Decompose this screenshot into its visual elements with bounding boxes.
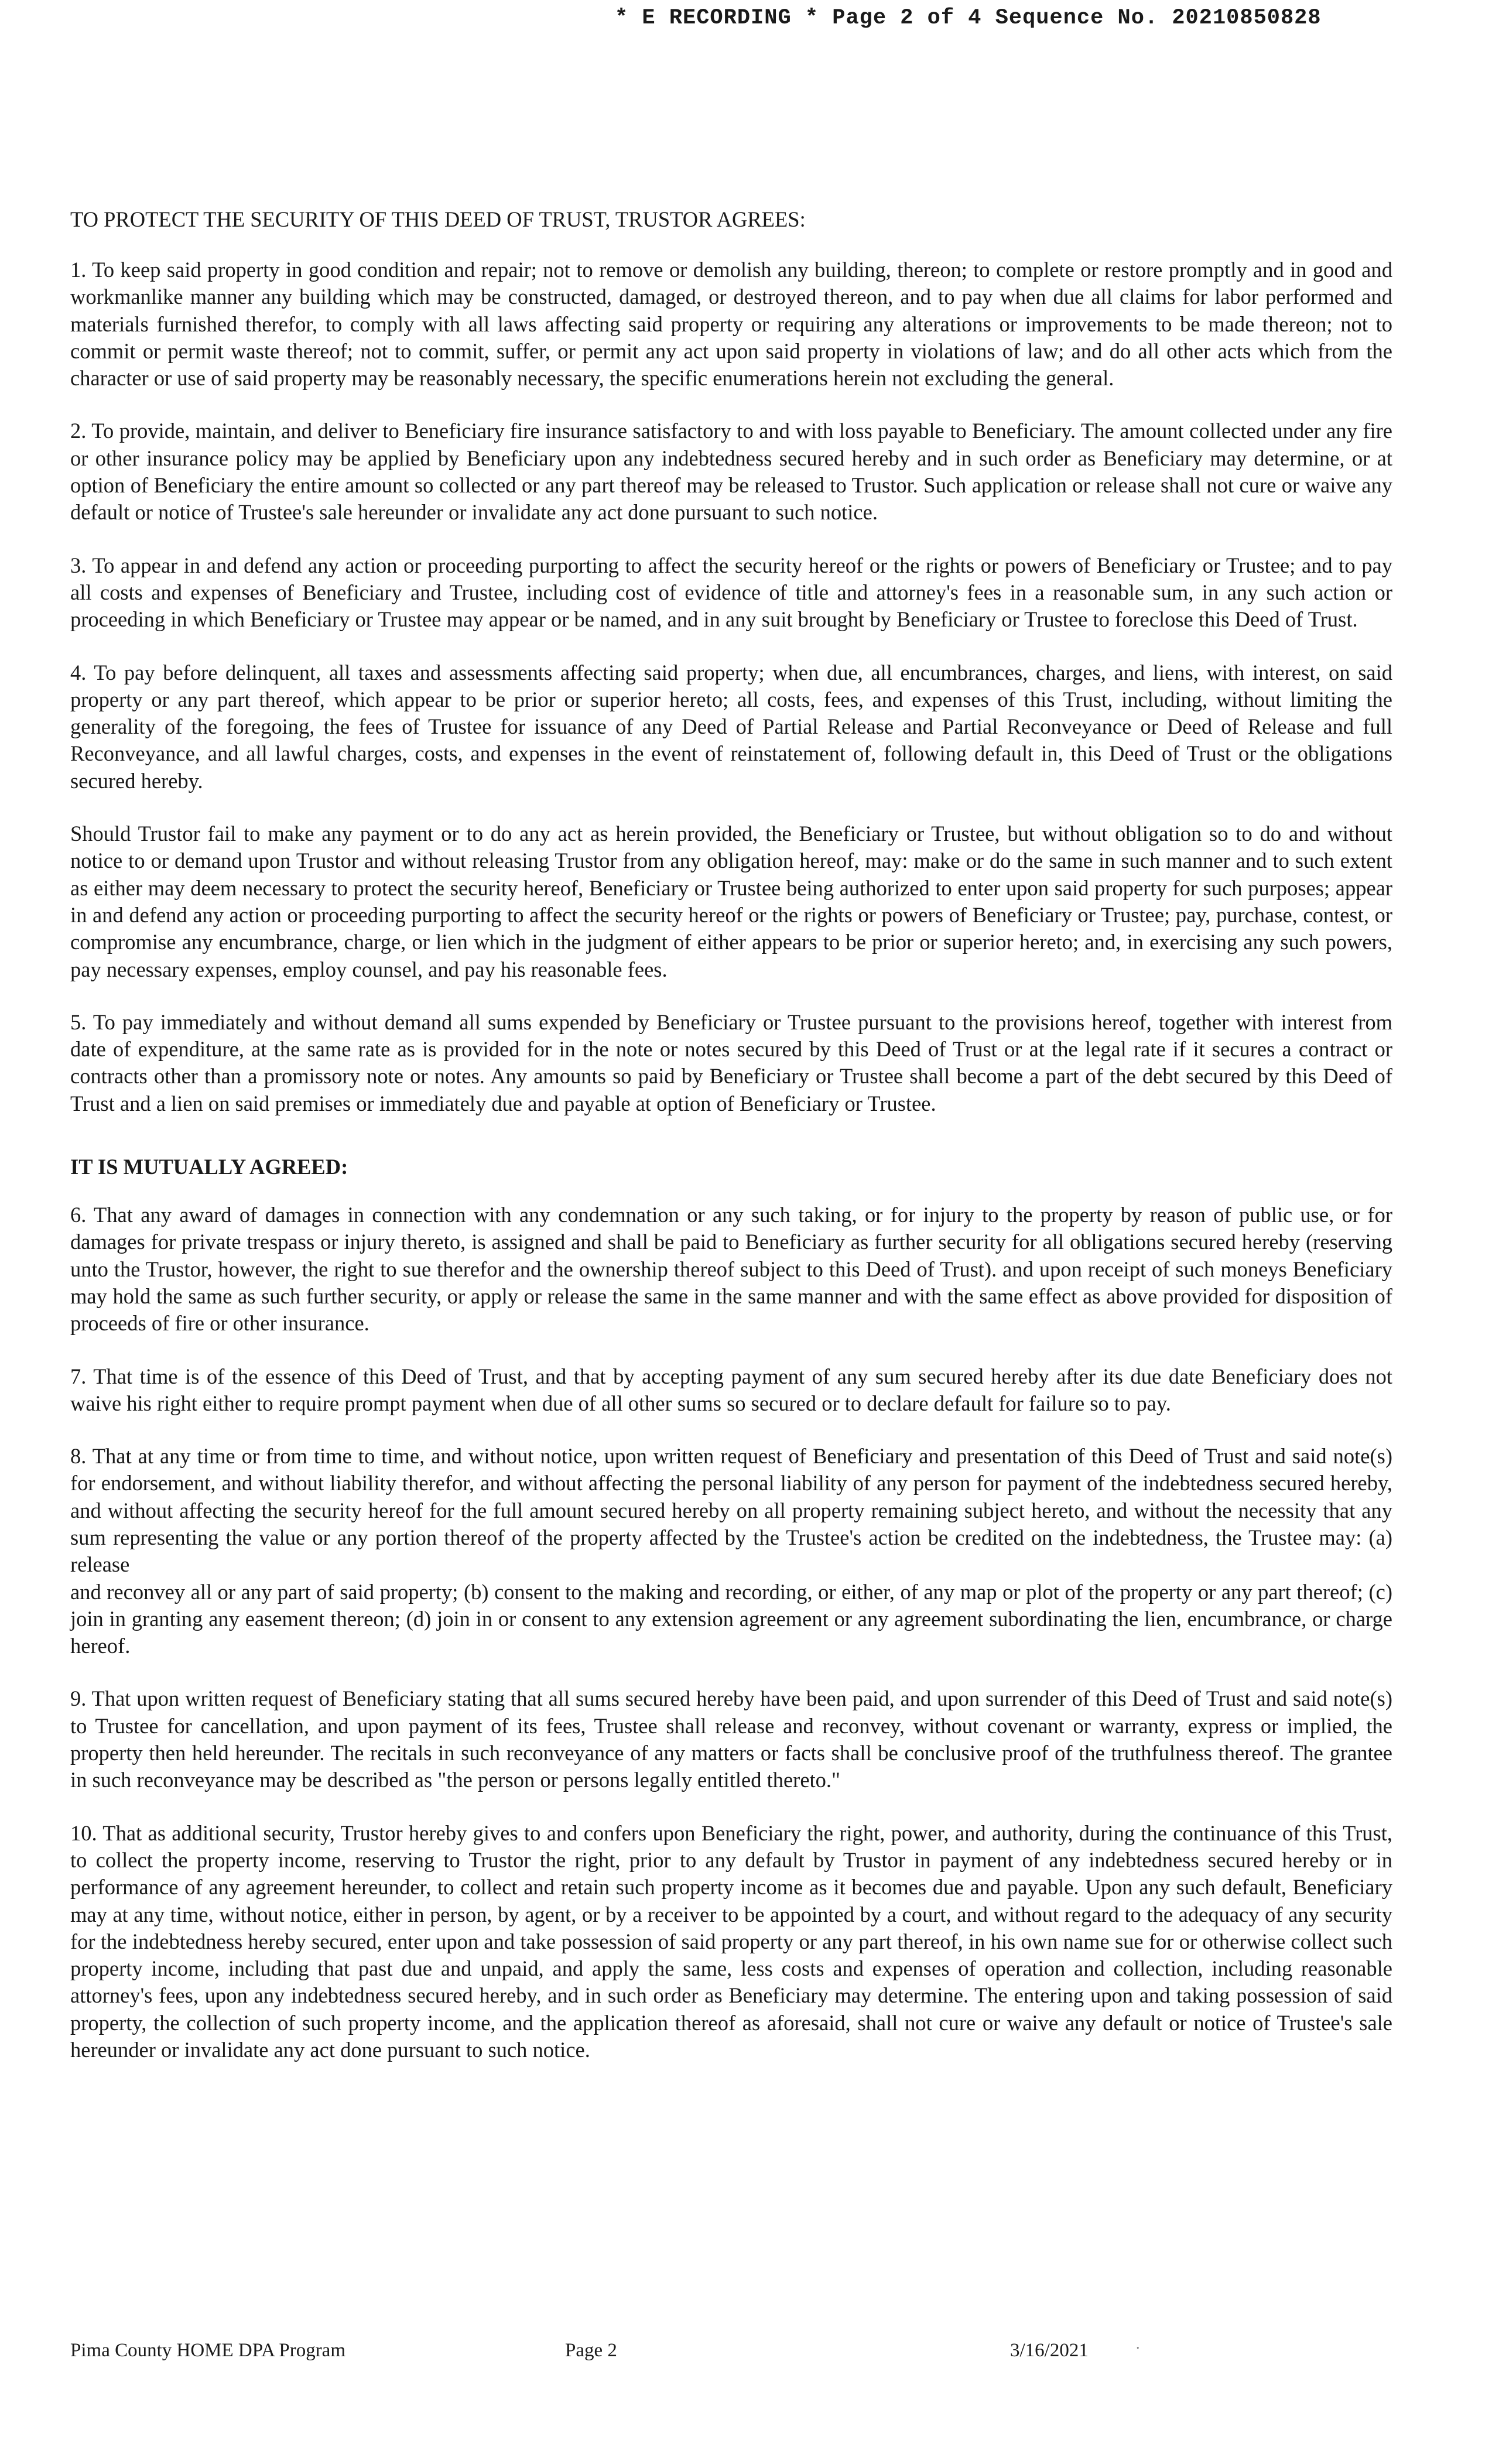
paragraph-8-part-a: 8. That at any time or from time to time, and without notice, upon written request of Beneficiary and presentation of this Deed of Trust and said note(s) for endorsement, and without liability therefor, and without affecting the personal liability of any person for payment of the indebtedness secured hereby, and without affecting the security hereof for the full amount secured hereby on all property remaining subject hereto, and without the necessity that any sum representing the value or any portion thereof of the property affected by the Trustee's action be credited on the indebtedness, the Trustee may: (a) release — [70, 1444, 1392, 1577]
paragraph-2: 2. To provide, maintain, and deliver to Beneficiary fire insurance satisfactory to and with loss payable to Beneficiary. The amount collected under any fire or other insurance policy may be applied by Beneficiary upon any indebtedness secured hereby and in such order as Beneficiary may determine, or at option of Beneficiary the entire amount so collected or any part thereof may be released to Trustor. Such application or release shall not cure or waive any default or notice of Trustee's sale hereunder or invalidate any act done pursuant to such notice. — [70, 419, 1392, 525]
section-heading-mutually-agreed: IT IS MUTUALLY AGREED: — [70, 1155, 348, 1179]
paragraph-3: 3. To appear in and defend any action or proceeding purporting to affect the security hereof or the rights or powers of Beneficiary or Trustee; and to pay all costs and expenses of Beneficiary and Trustee, including cost of evidence of title and attorney's fees in a reasonable sum, in any such action or proceeding in which Beneficiary or Trustee may appear or be named, and in any suit brought by Beneficiary or Trustee to foreclose this Deed of Trust. — [70, 553, 1392, 632]
paragraph-6: 6. That any award of damages in connection with any condemnation or any such taking, or for injury to the property by reason of public use, or for damages for private trespass or injury thereto, is assigned and shall be paid to Beneficiary as further security for all obligations secured hereby (reserving unto the Trustor, however, the right to sue therefor and the ownership thereof subject to this Deed of Trust). and upon receipt of such moneys Beneficiary may hold the same as such further security, or apply or release the same in the same manner and with the same effect as above provided for disposition of proceeds of fire or other insurance. — [70, 1203, 1392, 1336]
paragraph-7: 7. That time is of the essence of this Deed of Trust, and that by accepting payment of any sum secured hereby after its due date Beneficiary does not waive his right either to require prompt payment when due of all other sums so secured or to declare default for failure so to pay. — [70, 1364, 1392, 1415]
document-body — [70, 206, 1392, 2089]
paragraph-5: 5. To pay immediately and without demand all sums expended by Beneficiary or Trustee pursuant to the provisions hereof, together with interest from date of expenditure, at the same rate as is provided for in the note or notes secured by this Deed of Trust or at the legal rate if it secures a contract or contracts other than a promissory note or notes. Any amounts so paid by Beneficiary or Trustee shall become a part of the debt secured by this Deed of Trust and a lien on said premises or immediately due and payable at option of Beneficiary or Trustee. — [70, 1009, 1392, 1115]
recording-header: * E RECORDING * Page 2 of 4 Sequence No. 20210850828 — [615, 6, 1322, 30]
paragraph-9: 9. That upon written request of Beneficiary stating that all sums secured hereby have been paid, and upon surrender of this Deed of Trust and said note(s) to Trustee for cancellation, and upon payment of its fees, Trustee shall release and reconvey, without covenant or warranty, express or implied, the property then held hereunder. The recitals in such reconveyance of any matters or facts shall be conclusive proof of the truthfulness thereof. The grantee in such reconveyance may be described as "the person or persons legally entitled thereto." — [70, 1686, 1392, 1792]
page-footer — [70, 2340, 1392, 2369]
paragraph-10: 10. That as additional security, Trustor hereby gives to and confers upon Beneficiary the right, power, and authority, during the continuance of this Trust, to collect the property income, reserving to Trustor the right, prior to any default by Trustor in payment of any indebtedness secured hereby or in performance of any agreement hereunder, to collect and retain such property income as it becomes due and payable. Upon any such default, Beneficiary may at any time, without notice, either in person, by agent, or by a receiver to be appointed by a court, and without regard to the adequacy of any security for the indebtedness hereby secured, enter upon and take possession of said property or any part thereof, in his own name sue for or otherwise collect such property income, including that past due and unpaid, and apply the same, less costs and expenses of operation and collection, including reasonable attorney's fees, upon any indebtedness secured hereby, and in such order as Beneficiary may determine. The entering upon and taking possession of said property, the collection of such property income, and the application thereof as aforesaid, shall not cure or waive any default or notice of Trustee's sale hereunder or invalidate any act done pursuant to such notice. — [70, 1820, 1392, 2062]
paragraph-4: 4. To pay before delinquent, all taxes and assessments affecting said property; when due, all encumbrances, charges, and liens, with interest, on said property or any part thereof, which appear to be prior or superior hereto; all costs, fees, and expenses of this Trust, including, without limiting the generality of the foregoing, the fees of Trustee for issuance of any Deed of Partial Release and Partial Reconveyance or Deed of Release and full Reconveyance, and all lawful charges, costs, and expenses in the event of reinstatement of, following default in, this Deed of Trust or the obligations secured hereby. — [70, 660, 1392, 793]
paragraph-should-trustor-fail: Should Trustor fail to make any payment or to do any act as herein provided, the Beneficiary or Trustee, but without obligation so to do and without notice to or demand upon Trustor and without releasing Trustor from any obligation hereof, may: make or do the same in such manner and to such extent as either may deem necessary to protect the security hereof, Beneficiary or Trustee being authorized to enter upon said property for such purposes; appear in and defend any action or proceeding purporting to affect the security hereof or the rights or powers of Beneficiary or Trustee; pay, purchase, contest, or compromise any encumbrance, charge, or lien which in the judgment of either appears to be prior or superior hereto; and, in exercising any such powers, pay necessary expenses, employ counsel, and pay his reasonable fees. — [70, 822, 1392, 981]
footer-page-number: Page 2 — [565, 2340, 617, 2361]
footer-date: 3/16/2021 — [1010, 2340, 1089, 2361]
section-heading-trustor-agrees: TO PROTECT THE SECURITY OF THIS DEED OF TRUST, TRUSTOR AGREES: — [70, 207, 806, 231]
stray-mark: . — [1136, 2335, 1140, 2352]
footer-program-name: Pima County HOME DPA Program — [70, 2340, 345, 2361]
paragraph-1: 1. To keep said property in good condition and repair; not to remove or demolish any building, thereon; to complete or restore promptly and in good and workmanlike manner any building which may be constructed, damaged, or destroyed thereon, and to pay when due all claims for labor performed and materials furnished therefor, to comply with all laws affecting said property or requiring any alterations or improvements to be made thereon; not to commit or permit waste thereof; not to commit, suffer, or permit any act upon said property in violations of law; and do all other acts which from the character or use of said property may be reasonably necessary, the specific enumerations herein not excluding the general. — [70, 258, 1392, 391]
paragraph-8-part-b: and reconvey all or any part of said property; (b) consent to the making and recording, or either, of any map or plot of the property or any part thereof; (c) join in granting any easement thereon; (d) join in or consent to any extension agreement or any agreement subordinating the lien, encumbrance, or charge hereof. — [70, 1579, 1392, 1658]
